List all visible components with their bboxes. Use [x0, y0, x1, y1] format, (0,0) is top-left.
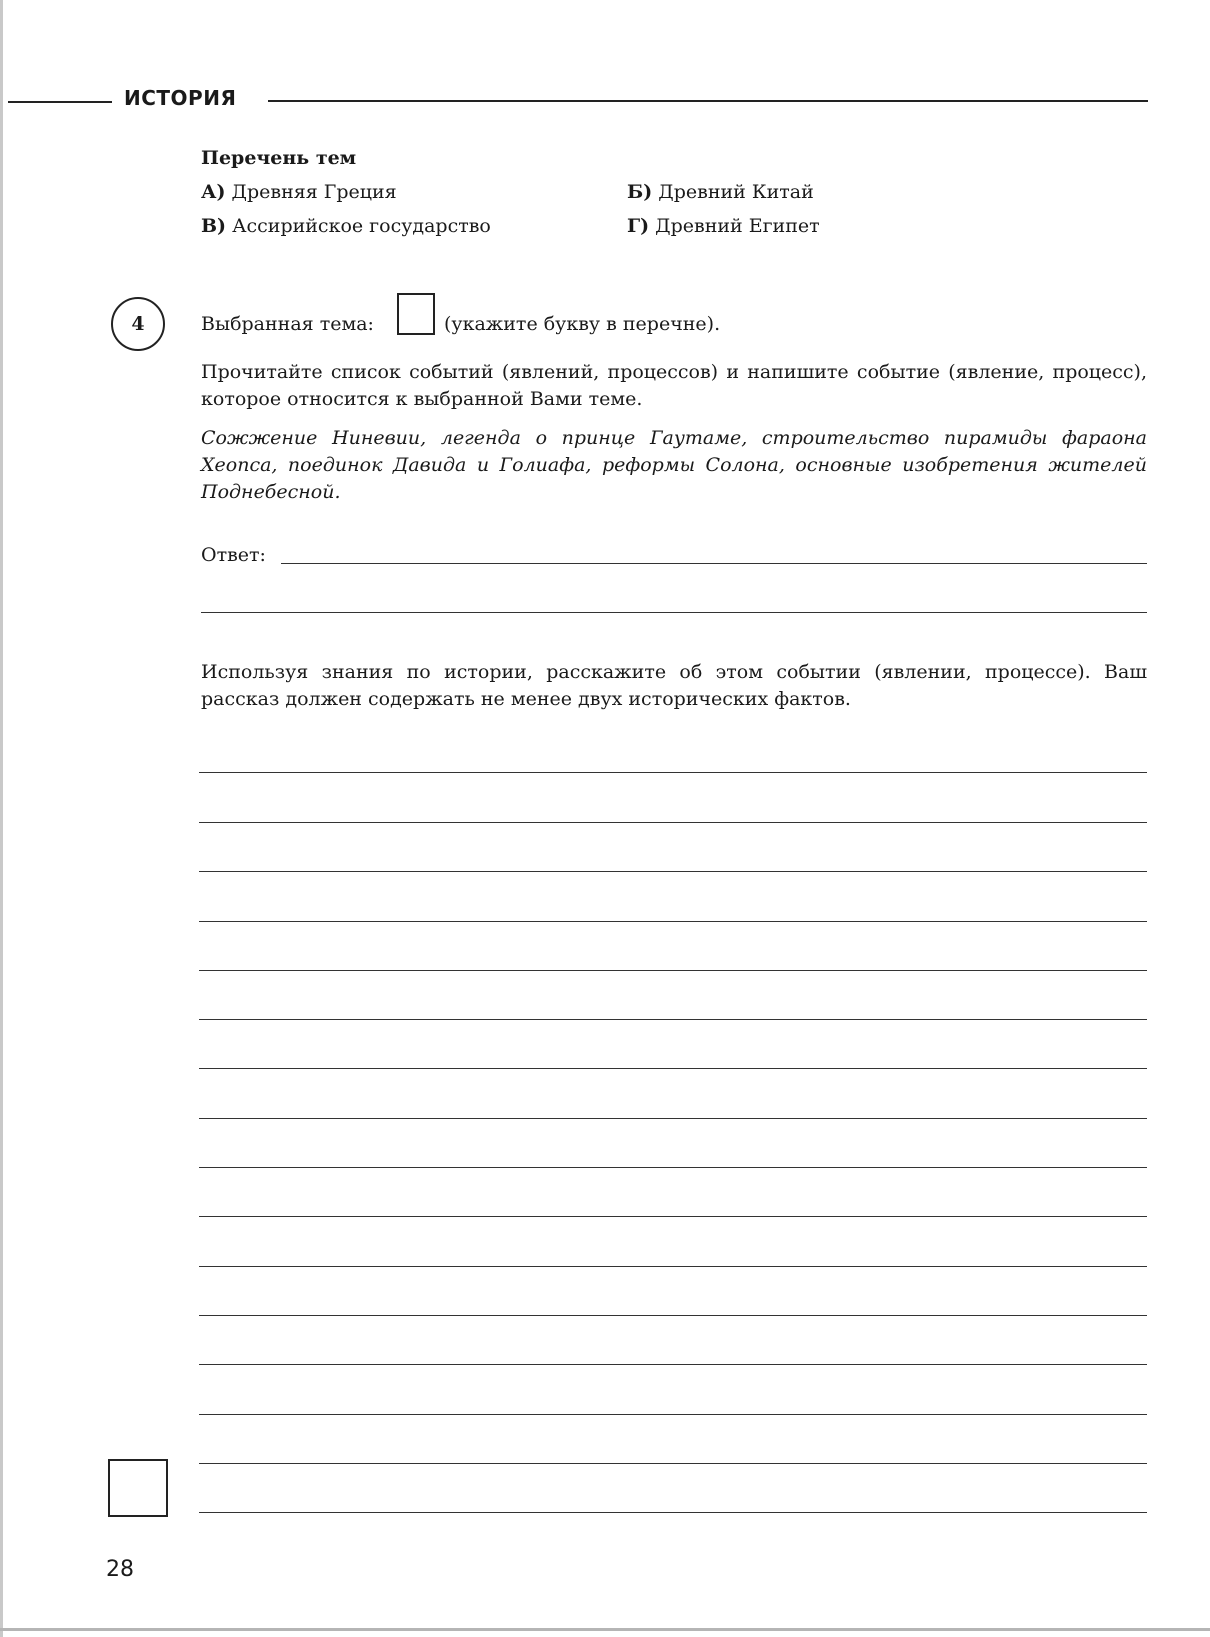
- topic-letter: Г): [627, 215, 650, 237]
- answer-line[interactable]: [201, 612, 1147, 613]
- topic-name: Древний Египет: [655, 215, 820, 237]
- topic-item-v: [201, 215, 491, 237]
- header-rule-left: [8, 101, 112, 103]
- story-instruction: Используя знания по истории, расскажите об этом событии (явлении, процессе). Ваш рассказ должен содержать не менее двух исторических фактов.: [201, 661, 1147, 710]
- score-box[interactable]: [108, 1459, 168, 1517]
- answer-line[interactable]: [281, 563, 1147, 564]
- answer-label: Ответ:: [201, 544, 266, 566]
- writing-line[interactable]: [199, 1118, 1147, 1119]
- section-title: ИСТОРИЯ: [124, 86, 237, 110]
- writing-line[interactable]: [199, 1315, 1147, 1316]
- writing-line[interactable]: [199, 1512, 1147, 1513]
- writing-line[interactable]: [199, 1068, 1147, 1069]
- writing-line[interactable]: [199, 921, 1147, 922]
- page-bottom-edge: [0, 1628, 1210, 1631]
- writing-line[interactable]: [199, 1414, 1147, 1415]
- chosen-theme-hint: (укажите букву в перечне).: [444, 313, 721, 335]
- topic-letter: А): [201, 181, 226, 203]
- topic-name: Ассирийское государство: [232, 215, 491, 237]
- writing-line[interactable]: [199, 772, 1147, 773]
- page-left-edge: [0, 0, 3, 1637]
- topic-name: Древняя Греция: [231, 181, 397, 203]
- topic-item-g: [627, 215, 820, 237]
- writing-line[interactable]: [199, 822, 1147, 823]
- events-list: Сожжение Ниневии, легенда о принце Гаутаме, строительство пирамиды фараона Хеопса, поединок Давида и Голиафа, реформы Солона, основные изобретения жителей Поднебесной.: [201, 427, 1147, 503]
- writing-line[interactable]: [199, 1019, 1147, 1020]
- topic-letter: Б): [627, 181, 653, 203]
- writing-line[interactable]: [199, 1167, 1147, 1168]
- writing-line[interactable]: [199, 1364, 1147, 1365]
- theme-letter-box[interactable]: [397, 293, 435, 335]
- header-rule-right: [268, 100, 1148, 102]
- task-number-badge: 4: [111, 297, 165, 351]
- writing-line[interactable]: [199, 1216, 1147, 1217]
- topic-name: Древний Китай: [658, 181, 814, 203]
- chosen-theme-label: Выбранная тема:: [201, 313, 374, 335]
- writing-line[interactable]: [199, 871, 1147, 872]
- writing-line[interactable]: [199, 1266, 1147, 1267]
- topic-item-a: [201, 181, 397, 203]
- page-number: 28: [106, 1557, 134, 1582]
- writing-line[interactable]: [199, 970, 1147, 971]
- writing-line[interactable]: [199, 1463, 1147, 1464]
- topic-letter: В): [201, 215, 227, 237]
- topic-item-b: [627, 181, 814, 203]
- task-instruction: Прочитайте список событий (явлений, процессов) и напишите событие (явление, процесс), которое относится к выбранной Вами теме.: [201, 361, 1147, 410]
- topics-heading: Перечень тем: [201, 147, 357, 169]
